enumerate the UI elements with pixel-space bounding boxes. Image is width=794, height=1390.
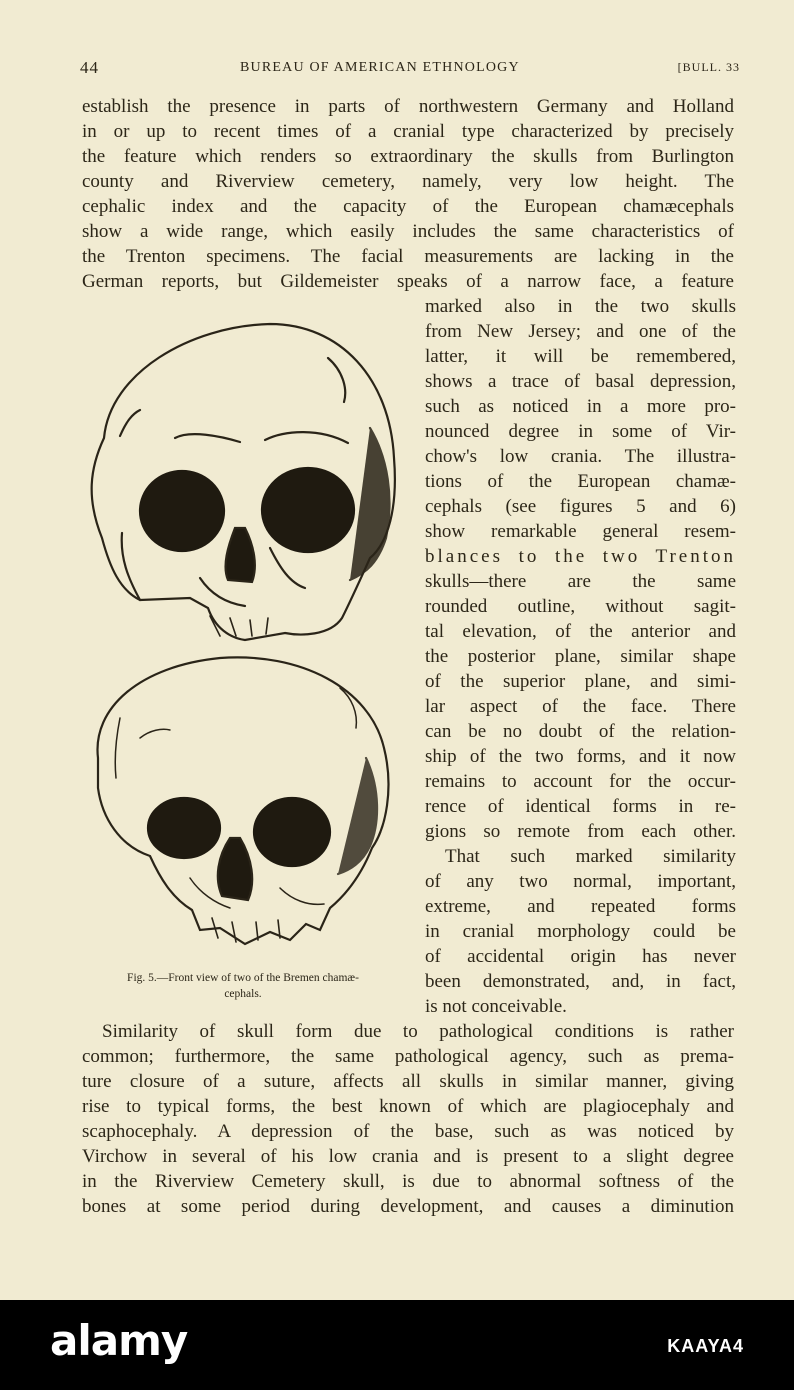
figure-caption (82, 970, 404, 1002)
text-line: nounced degree in some of Vir- (425, 421, 736, 442)
text-line: rounded outline, without sagit- (425, 596, 736, 617)
text-line: show a wide range, which easily includes the same characteristics of (82, 221, 734, 242)
bulletin-label: [BULL. 33 (677, 60, 740, 74)
text-line: in the Riverview Cemetery skull, is due to abnormal softness of the (82, 1171, 734, 1192)
text-line: rise to typical forms, the best known of which are plagiocephaly and (82, 1096, 734, 1117)
text-line: of any two normal, important, (425, 871, 736, 892)
text-line: shows a trace of basal depression, (425, 371, 736, 392)
caption-line: Fig. 5.—Front view of two of the Bremen chamæ- (127, 972, 359, 984)
text-line: Virchow in several of his low crania and is present to a slight degree (82, 1146, 734, 1167)
text-line: cephals (see figures 5 and 6) (425, 496, 736, 517)
text-line: is not conceivable. (425, 996, 567, 1017)
text-line: German reports, but Gildemeister speaks of a narrow face, a feature (82, 271, 734, 292)
text-line: in cranial morphology could be (425, 921, 736, 942)
text-line: rence of identical forms in re- (425, 796, 736, 817)
text-line: such as noticed in a more pro- (425, 396, 736, 417)
lower-skull-drawing (97, 657, 388, 944)
text-line: cephalic index and the capacity of the European chamæcephals (82, 196, 734, 217)
text-line: in or up to recent times of a cranial type characterized by precisely (82, 121, 734, 142)
text-line: lar aspect of the face. There (425, 696, 736, 717)
text-line: gions so remote from each other. (425, 821, 736, 842)
text-line: That such marked similarity (445, 846, 736, 867)
text-line: the feature which renders so extraordinary the skulls from Burlington (82, 146, 734, 167)
watermark-logo: alamy (50, 1316, 188, 1365)
text-line: establish the presence in parts of northwestern Germany and Holland (82, 96, 734, 117)
text-line: ship of the two forms, and it now (425, 746, 736, 767)
text-line: extreme, and repeated forms (425, 896, 736, 917)
text-line: the Trenton specimens. The facial measurements are lacking in the (82, 246, 734, 267)
running-title: BUREAU OF AMERICAN ETHNOLOGY (240, 60, 520, 75)
text-line: of the superior plane, and simi- (425, 671, 736, 692)
skull-illustration (80, 318, 400, 968)
upper-skull-drawing (92, 324, 395, 640)
text-line: remains to account for the occur- (425, 771, 736, 792)
page-number: 44 (80, 58, 99, 77)
text-line: skulls—there are the same (425, 571, 736, 592)
text-line: bones at some period during development, and causes a diminution (82, 1196, 734, 1217)
text-line: county and Riverview cemetery, namely, very low height. The (82, 171, 734, 192)
caption-line: cephals. (224, 988, 262, 1000)
text-line: ture closure of a suture, affects all skulls in similar manner, giving (82, 1071, 734, 1092)
text-line: latter, it will be remembered, (425, 346, 736, 367)
text-line: the posterior plane, similar shape (425, 646, 736, 667)
text-line: of accidental origin has never (425, 946, 736, 967)
text-line: can be no doubt of the relation- (425, 721, 736, 742)
text-line: chow's low crania. The illustra- (425, 446, 736, 467)
text-line: tions of the European chamæ- (425, 471, 736, 492)
text-line: blances to the two Trenton (425, 546, 736, 567)
text-line: tal elevation, of the anterior and (425, 621, 736, 642)
text-line: show remarkable general resem- (425, 521, 736, 542)
text-line: scaphocephaly. A depression of the base, such as was noticed by (82, 1121, 734, 1142)
text-line: been demonstrated, and, in fact, (425, 971, 736, 992)
running-header (80, 58, 740, 80)
text-line: Similarity of skull form due to pathological conditions is rather (102, 1021, 734, 1042)
text-line: common; furthermore, the same pathological agency, such as prema- (82, 1046, 734, 1067)
text-line: from New Jersey; and one of the (425, 321, 736, 342)
image-code: KAAYA4 (667, 1336, 744, 1356)
text-line: marked also in the two skulls (425, 296, 736, 317)
